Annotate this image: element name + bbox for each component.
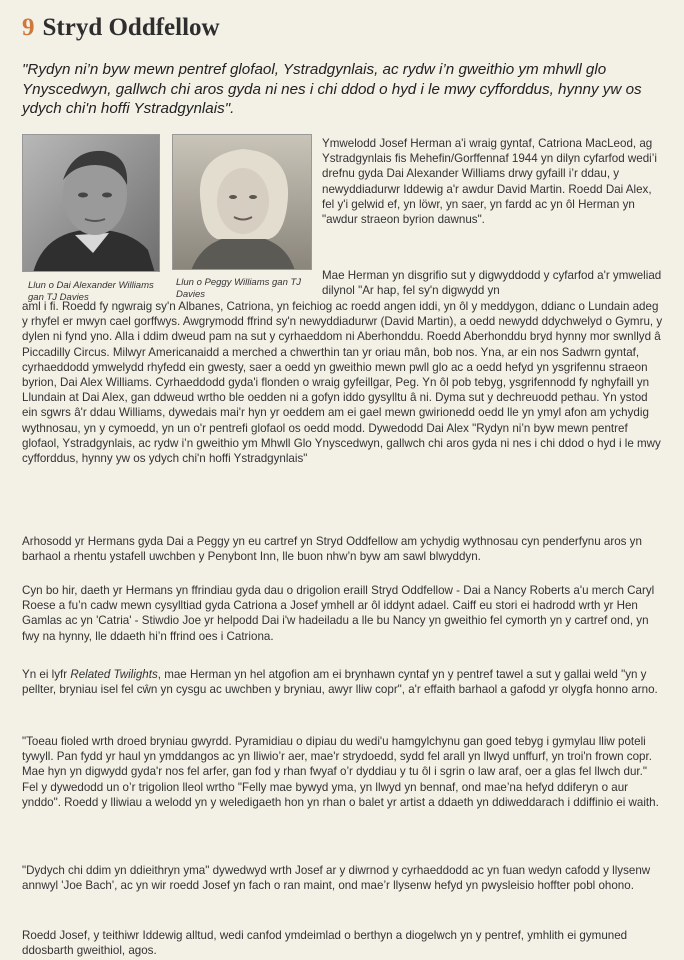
paragraph-2-start: Mae Herman yn disgrifio sut y digwyddodd y cyfarfod a'r ymweliad dilynol "Ar hap, fel sy'n digwydd yn [322, 269, 662, 298]
peggy-williams-photo [172, 134, 312, 270]
paragraph-7: "Dydych chi ddim yn ddieithryn yma" dywedwyd wrth Josef ar y diwrnod y cyrhaeddodd ac yn fuan wedyn cafodd y llysenw annwyl 'Joe Bach', ac yn wir roedd Josef yn fach o ran maint, ond mae’r llysenw hefyd yn pwysleisio hoffter pobl ohono. [22, 864, 651, 893]
paragraph-5 [22, 667, 666, 697]
peggy-photo-caption: Llun o Peggy Williams gan TJ Davies [176, 277, 302, 300]
paragraph-8: Roedd Josef, y teithiwr Iddewig alltud, wedi canfod ymdeimlad o berthyn a diogelwch yn y pentref, ymhlith ei gymuned ddosbarth gweithiol, agos. [22, 929, 628, 958]
dai-photo-caption: Llun o Dai Alexander Williams gan TJ Davies [28, 280, 154, 303]
paragraph-5-before: Yn ei lyfr [22, 668, 71, 681]
section-number: 9 [22, 14, 35, 41]
page-heading [22, 12, 220, 44]
paragraph-1: Ymwelodd Josef Herman a'i wraig gyntaf, Catriona MacLeod, ag Ystradgynlais fis Mehefin/Gorffennaf 1944 yn dilyn cyfarfod wedi’i drefnu gyda Dai Alexander Williams drwy gyfaill i’r ddau, y newyddiadurwr Iddewig a'r awdur David Martin. Roedd Dai Alex, fel y'i gelwid ef, yn löwr, yn saer, yn fardd ac yn ôl Herman yn "awdur straeon byrion dawnus". [322, 137, 657, 227]
dai-williams-photo [22, 134, 160, 272]
book-title: Related Twilights [70, 668, 158, 681]
page-title: Stryd Oddfellow [42, 14, 220, 41]
paragraph-4: Cyn bo hir, daeth yr Hermans yn ffrindiau gyda dau o drigolion eraill Stryd Oddfellow - Dai a Nancy Roberts a'u merch Caryl Roese a fu’n cadw mewn cysylltiad gyda Catriona a Josef ymhell ar ôl iddynt adael. Caiff eu stori ei hadrodd wrth yr Hen Gamlas ac yn 'Catria' - Stiwdio Joe yr helpodd Dai i'w hadeiladu a lle bu Nancy yn gweithio fel cymorth yn y cartref ond, yn fwy na hynny, lle ddaeth hi’n ffrind oes i Catriona. [22, 584, 655, 643]
paragraph-2-continued: aml i fi. Roedd fy ngwraig sy'n Albanes, Catriona, yn feichiog ac roedd angen iddi, yn ôl y meddygon, ddianc o Lundain adeg y rhyfel er mwyn cael gorffwys. Awgrymodd ffrind sy'n newyddiadurwr (David Martin), a oedd newydd ddychwelyd o Gymru, y dylen ni fynd yno. Alla i ddim dweud pam na sut y cyrhaeddom ni Aberhonddu. Roedd Aberhonddu bryd hynny mor swnllyd â Piccadilly Circus. Milwyr Americanaidd a merched a chwerthin tan yr oriau mân, bob nos. Yna, ar ein nos Sadwrn gyntaf, cyrhaeddodd ymwelydd rhyfedd ein gwesty, saer a oedd yn gweithio mewn pwll glo ac a oedd hefyd yn ysgrifennu straeon byrion, Dai Alex Williams. Cyrhaeddodd gyda'i flonden o wraig gyfeillgar, Peg. Yn ôl pob tebyg, ysgrifennodd fy nghyfaill yn Llundain at Dai Alex, gan ddweud wrtho ble oedden ni a gofyn iddo gysylltu â ni. Dyma sut y dechreuodd pethau. Yn ystod ein sgwrs â'r ddau Williams, dywedais mai'r hyn yr oeddem am ei gael mewn gwirionedd oedd lle yn ymyl afon am ychydig wythnosau, yn y cymoedd, yn un o'r pentrefi glofaol os oedd modd. Dywedodd Dai Alex "Rydyn ni’n byw mewn pentref glofaol, Ystradgynlais, ac rydw i’n gweithio ym Mhwll Glo Ynyscedwyn, gallwch chi aros gyda ni nes i chi ddod o hyd i le mwy cyfforddus, hynny yw os ydych chi'n hoffi Ystradgynlais" [22, 300, 663, 466]
paragraph-3: Arhosodd yr Hermans gyda Dai a Peggy yn eu cartref yn Stryd Oddfellow am ychydig wythnosau cyn penderfynu aros yn barhaol a rhentu ystafell uwchben y Penybont Inn, lle buon nhw’n byw am sawl blwyddyn. [22, 535, 642, 564]
intro-quote: "Rydyn ni’n byw mewn pentref glofaol, Ystradgynlais, ac rydw i’n gweithio ym mhwll glo Ynyscedwyn, gallwch chi aros gyda ni nes i chi ddod o hyd i le mwy cyfforddus, hynny yw os ydych chi'n hoffi Ystradgynlais". [22, 61, 642, 117]
paragraph-5-after: , mae Herman yn hel atgofion am ei brynhawn cyntaf yn y pentref tawel a sut y gallai weld "yn y pellter, bryniau isel fel cŵn yn cysgu ac uwchben y bryniau, awyr lliw copr", a'r effaith barhaol a gafodd yr olygfa honno arno. [22, 668, 658, 697]
paragraph-6: "Toeau fioled wrth droed bryniau gwyrdd. Pyramidiau o dipiau du wedi'u hamgylchynu gan goed tebyg i gymylau lliw poteli tywyll. Pan fydd yr haul yn ymddangos ac yn lliwio’r aer, mae'r strydoedd, sydd fel arall yn llwyd unffurf, yn troi'n frown copr. Mae hyn yn digwydd gyda'r nos fel arfer, gan fod y rhan fwyaf o’r dyddiau y tu ôl i sgrin o law araf, oer a glas fel llwch dur." Fel y dywedodd un o’r trigolion lleol wrtho "Felly mae bywyd yma, yn llwyd yn bennaf, ond mae’na hefyd ddiferyn o aur ynddo". Roedd y lliwiau a welodd yn y weledigaeth hon yn rhan o balet yr artist a ddaeth yn ddiweddarach i ddiffinio ei waith. [22, 735, 659, 809]
